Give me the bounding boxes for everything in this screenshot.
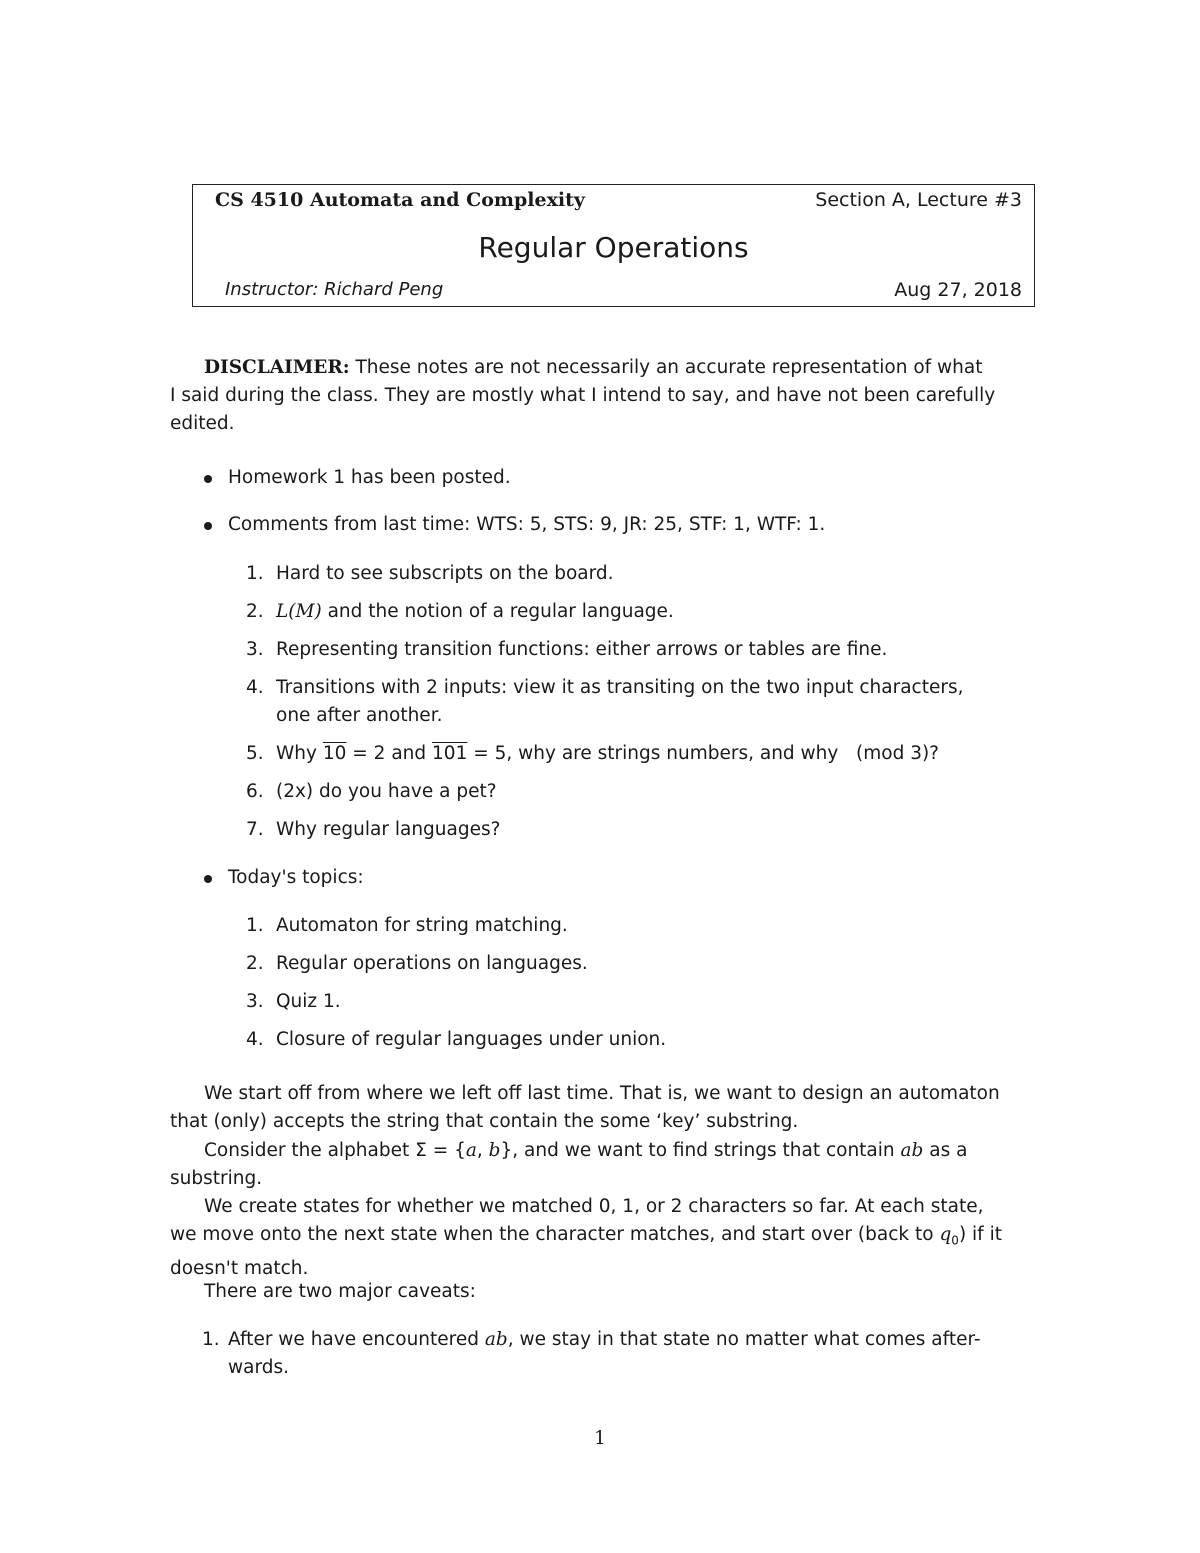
math-symbol: a: [465, 1140, 477, 1161]
math-symbol: ab: [484, 1329, 508, 1350]
list-number: 7.: [246, 819, 264, 840]
paragraph-caveats: [170, 1278, 1058, 1306]
list-text: Representing transition functions: either arrows or tables are fine.: [276, 639, 888, 660]
disclaimer-line-1: These notes are not necessarily an accurate representation of what: [355, 357, 983, 378]
bullet-dot-icon: [204, 475, 212, 483]
list-text-line-2: one after another.: [276, 705, 443, 726]
instructor: Instructor: Richard Peng: [225, 279, 444, 300]
list-number: 4.: [246, 677, 264, 698]
list-text: Quiz 1.: [276, 991, 341, 1012]
math-symbol: ab: [900, 1140, 924, 1161]
paragraph-line: There are two major caveats:: [204, 1281, 476, 1302]
bullet-dot-icon: [204, 522, 212, 530]
text-part: Consider the alphabet Σ = {: [204, 1140, 466, 1161]
list-text: Hard to see subscripts on the board.: [276, 563, 614, 584]
text-part: we move onto the next state when the character matches, and start over (back to: [170, 1224, 934, 1245]
course-title: CS 4510 Automata and Complexity: [215, 189, 585, 211]
math-expression: L(M): [276, 601, 322, 622]
disclaimer-label: DISCLAIMER:: [204, 357, 350, 378]
section-lecture: Section A, Lecture #3: [815, 189, 1022, 211]
list-text: Automaton for string matching.: [276, 915, 568, 936]
list-text: Regular operations on languages.: [276, 953, 588, 974]
paragraph-line: We start off from where we left off last time. That is, we want to design an automaton: [204, 1083, 1000, 1104]
list-number: 1.: [246, 915, 264, 936]
lecture-title: Regular Operations: [478, 231, 749, 264]
text-part: = 5, why are strings numbers, and why: [473, 743, 839, 764]
list-text: (2x) do you have a pet?: [276, 781, 497, 802]
list-number: 6.: [246, 781, 264, 802]
disclaimer-paragraph: [170, 354, 1058, 438]
paragraph-line: We create states for whether we matched 0, 1, or 2 characters so far. At each state,: [204, 1196, 984, 1217]
list-text-rest: and the notion of a regular language.: [327, 601, 674, 622]
list-text: [276, 674, 1058, 730]
paragraph-line: [170, 1137, 1058, 1165]
paragraph-line: substring.: [170, 1168, 263, 1189]
page-number: 1: [594, 1428, 606, 1449]
text-part: , we stay in that state no matter what comes after-: [507, 1329, 981, 1350]
math-symbol: q: [939, 1224, 952, 1245]
overlined-number: 101: [432, 743, 468, 764]
paragraph-line: that (only) accepts the string that contain the some ‘key’ substring.: [170, 1111, 799, 1132]
math-subscript: 0: [951, 1233, 959, 1248]
list-number: 4.: [246, 1029, 264, 1050]
list-text: [228, 1326, 1058, 1382]
lecture-header-box: [192, 184, 1035, 307]
list-number: 5.: [246, 743, 264, 764]
bullet-text: Comments from last time: WTS: 5, STS: 9, JR: 25, STF: 1, WTF: 1.: [228, 514, 826, 535]
bullet-text: Homework 1 has been posted.: [228, 467, 511, 488]
paragraph-intro: [170, 1080, 1058, 1136]
paragraph-states: [170, 1193, 1058, 1283]
paragraph-line: [170, 1221, 1058, 1255]
bullet-text: Today's topics:: [228, 867, 364, 888]
list-number: 2.: [246, 601, 264, 622]
disclaimer-line-2: I said during the class. They are mostly what I intend to say, and have not been carefully: [170, 385, 996, 406]
list-number: 3.: [246, 639, 264, 660]
list-text: [276, 740, 1058, 768]
text-part: = 2 and: [352, 743, 427, 764]
math-symbol: b: [488, 1140, 501, 1161]
list-number: 2.: [246, 953, 264, 974]
list-text: Why regular languages?: [276, 819, 501, 840]
text-part: (mod 3)?: [856, 743, 940, 764]
disclaimer-line-3: edited.: [170, 413, 235, 434]
text-part: as a: [929, 1140, 968, 1161]
text-part: Why: [276, 743, 317, 764]
list-number: 3.: [246, 991, 264, 1012]
bullet-dot-icon: [204, 875, 212, 883]
overlined-number: 10: [322, 743, 347, 764]
text-part: ) if it: [958, 1224, 1002, 1245]
list-text-line-1: Transitions with 2 inputs: view it as transiting on the two input characters,: [276, 677, 964, 698]
text-part: ,: [476, 1140, 489, 1161]
list-text-line-2: wards.: [228, 1357, 290, 1378]
list-text-line-1: [228, 1326, 1058, 1354]
list-text: Closure of regular languages under union.: [276, 1029, 667, 1050]
text-part: }, and we want to find strings that contain: [500, 1140, 895, 1161]
list-number: 1.: [202, 1329, 220, 1350]
lecture-date: Aug 27, 2018: [894, 279, 1022, 301]
paragraph-alphabet: [170, 1137, 1058, 1193]
text-part: After we have encountered: [228, 1329, 479, 1350]
paragraph-line: doesn't match.: [170, 1257, 309, 1279]
list-text: [276, 598, 1058, 626]
list-number: 1.: [246, 563, 264, 584]
